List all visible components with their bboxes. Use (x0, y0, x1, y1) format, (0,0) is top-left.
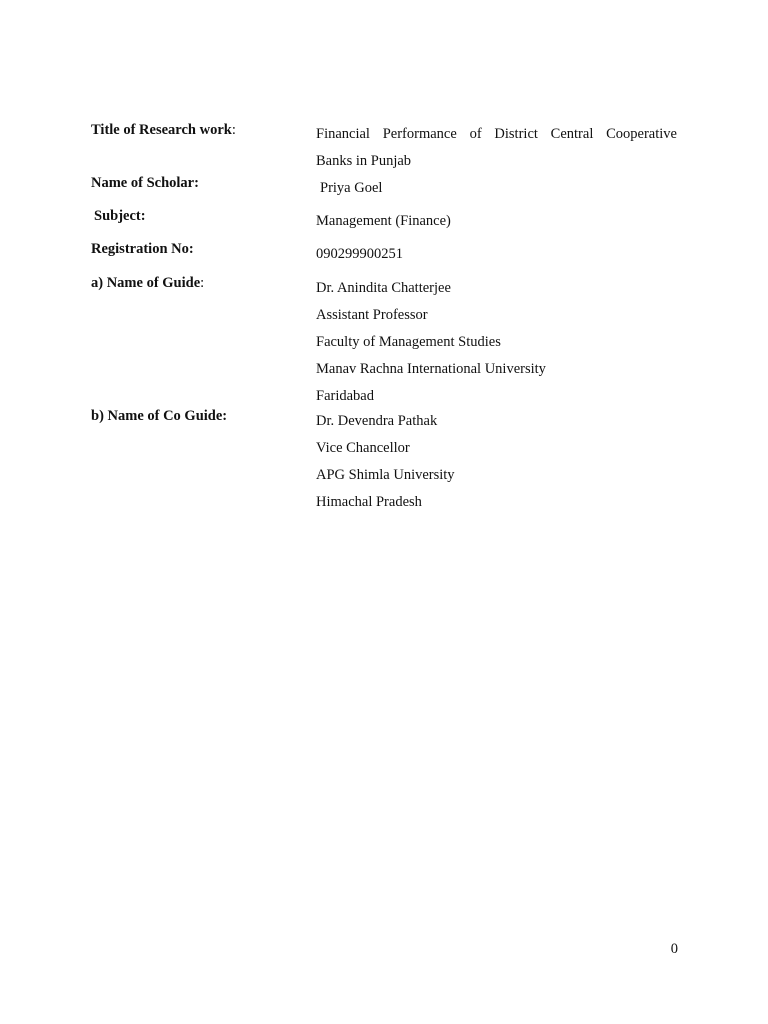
field-scholar-label: Name of Scholar: (91, 175, 199, 191)
field-co-guide-row (91, 408, 677, 516)
co-guide-line: Vice Chancellor (316, 440, 410, 456)
field-scholar-value: Priya Goel (320, 180, 383, 196)
field-title-row (91, 121, 677, 175)
guide-line: Faridabad (316, 388, 374, 404)
field-guide-row (91, 275, 677, 410)
field-subject-row (91, 208, 677, 235)
guide-line: Dr. Anindita Chatterjee (316, 280, 451, 296)
field-registration-row (91, 241, 677, 268)
co-guide-line: Dr. Devendra Pathak (316, 413, 438, 429)
field-co-guide-label: b) Name of Co Guide: (91, 408, 228, 424)
field-title-label: Title of Research work: (91, 122, 236, 138)
field-scholar-row (91, 175, 677, 202)
field-subject-label: Subject: (94, 208, 146, 224)
guide-line: Assistant Professor (316, 307, 428, 323)
co-guide-line: APG Shimla University (316, 467, 455, 483)
field-title-value (316, 121, 677, 175)
field-guide-value (316, 275, 677, 410)
field-subject-value: Management (Finance) (316, 213, 451, 229)
title-line-2: Banks in Punjab (316, 153, 412, 169)
co-guide-line: Himachal Pradesh (316, 494, 422, 510)
field-co-guide-value (316, 408, 677, 516)
guide-line: Manav Rachna International University (316, 361, 546, 377)
field-registration-value: 090299900251 (316, 246, 403, 262)
page-number: 0 (670, 941, 678, 957)
field-registration-label: Registration No: (91, 241, 194, 257)
field-guide-label: a) Name of Guide: (91, 275, 205, 291)
title-line-1: Financial Performance of District Central Cooperative (316, 126, 677, 142)
guide-line: Faculty of Management Studies (316, 334, 501, 350)
